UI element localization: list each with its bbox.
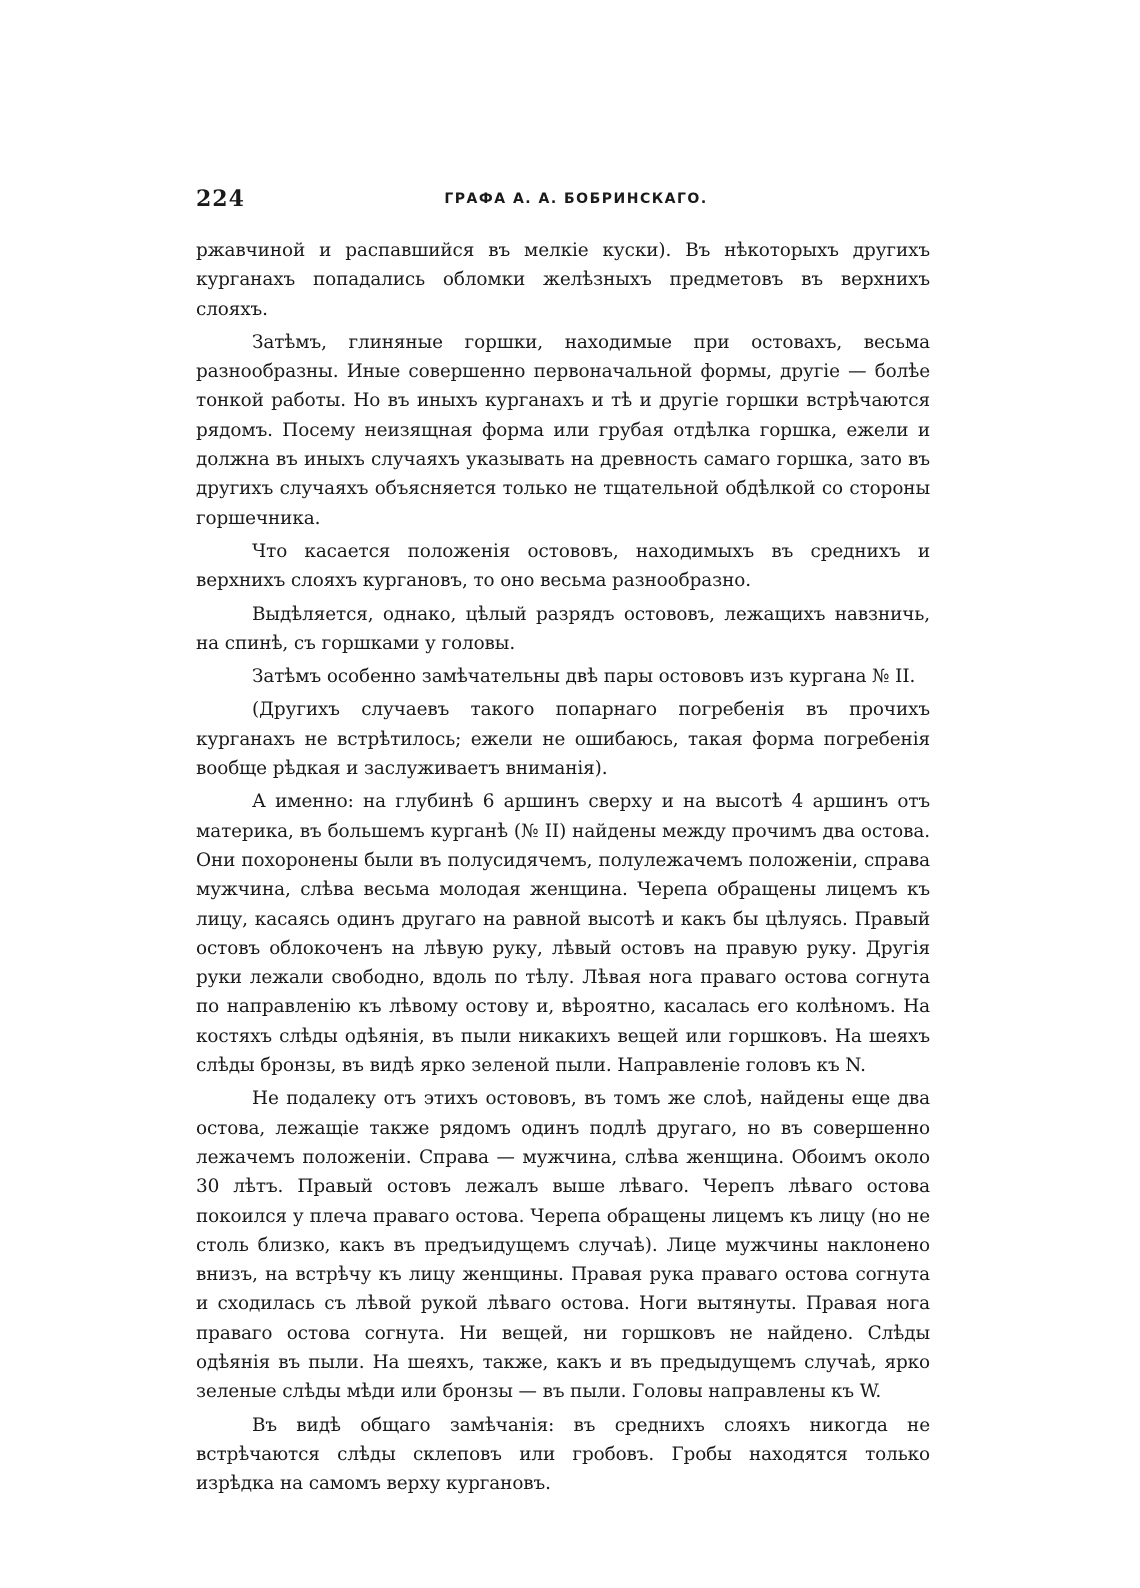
paragraph-supine-burials: Выдѣляется, однако, цѣлый разрядъ остововъ, лежащихъ навзничь, на спинѣ, съ горшками у головы. xyxy=(196,603,930,654)
body-text xyxy=(196,236,930,1498)
paragraph-continued: ржавчиной и распавшийся въ мелкіе куски). Въ нѣкоторыхъ другихъ курганахъ попадались обломки желѣзныхъ предметовъ въ верхнихъ слояхъ. xyxy=(196,240,930,320)
running-title: ГРАФА А. А. БОБРИНСКАГО. xyxy=(444,191,708,207)
paragraph-first-pair: А именно: на глубинѣ 6 аршинъ сверху и на высотѣ 4 аршинъ отъ материка, въ большемъ курганѣ (№ II) найдены между прочимъ два остова. Они похоронены были въ полусидячемъ, полулежачемъ положеніи, справа мужчина, слѣва весьма молодая женщина. Черепа обращены лицемъ къ лицу, касаясь одинъ другаго на равной высотѣ и какъ бы цѣлуясь. Правый остовъ облокоченъ на лѣвую руку, лѣвый остовъ на правую руку. Другія руки лежали свободно, вдоль по тѣлу. Лѣвая нога праваго остова согнута по направленію къ лѣвому остову и, вѣроятно, касалась его колѣномъ. На костяхъ слѣды одѣянія, въ пыли никакихъ вещей или горшковъ. На шеяхъ слѣды бронзы, въ видѣ ярко зеленой пыли. Направленіе головъ къ N. xyxy=(196,791,930,1077)
page-number: 224 xyxy=(196,186,245,212)
running-head xyxy=(196,186,930,218)
paragraph-second-pair: Не подалеку отъ этихъ остововъ, въ томъ же слоѣ, найдены еще два остова, лежащіе также рядомъ одинъ подлѣ другаго, но въ совершенно лежачемъ положеніи. Справа — мужчина, слѣва женщина. Обоимъ около 30 лѣтъ. Правый остовъ лежалъ выше лѣваго. Черепъ лѣваго остова покоился у плеча праваго остова. Черепа обращены лицемъ къ лицу (но не столь близко, какъ въ предъидущемъ случаѣ). Лице мужчины наклонено внизъ, на встрѣчу къ лицу женщины. Правая рука праваго остова согнута и сходилась съ лѣвой рукой лѣваго остова. Ноги вытянуты. Правая нога праваго остова согнута. Ни вещей, ни горшковъ не найдено. Слѣды одѣянія въ пыли. На шеяхъ, также, какъ и въ предыдущемъ случаѣ, ярко зеленые слѣды мѣди или бронзы — въ пыли. Головы направлены къ W. xyxy=(196,1088,930,1403)
paragraph-paired-note: (Другихъ случаевъ такого попарнаго погребенія въ прочихъ курганахъ не встрѣтилось; ежели не ошибаюсь, такая форма погребенія вообще рѣдкая и заслуживаетъ вниманія). xyxy=(196,699,930,780)
paragraph-pottery: Затѣмъ, глиняные горшки, находимые при остовахъ, весьма разнообразны. Иные совершенно первоначальной формы, другіе — болѣе тонкой работы. Но въ иныхъ курганахъ и тѣ и другіе горшки встрѣчаются рядомъ. Посему неизящная форма или грубая отдѣлка горшка, ежели и должна въ иныхъ случаяхъ указывать на древность самаго горшка, зато въ другихъ случаяхъ объясняется только не тщательной обдѣлкой со стороны горшечника. xyxy=(196,331,930,529)
paragraph-skeleton-positions: Что касается положенія остововъ, находимыхъ въ среднихъ и верхнихъ слояхъ кургановъ, то оно весьма разнообразно. xyxy=(196,540,930,592)
paragraph-paired-skeletons: Затѣмъ особенно замѣчательны двѣ пары остововъ изъ кургана № II. xyxy=(252,666,916,688)
paragraph-general-remark: Въ видѣ общаго замѣчанія: въ среднихъ слояхъ никогда не встрѣчаются слѣды склеповъ или гробовъ. Гробы находятся только изрѣдка на самомъ верху кургановъ. xyxy=(196,1414,930,1495)
